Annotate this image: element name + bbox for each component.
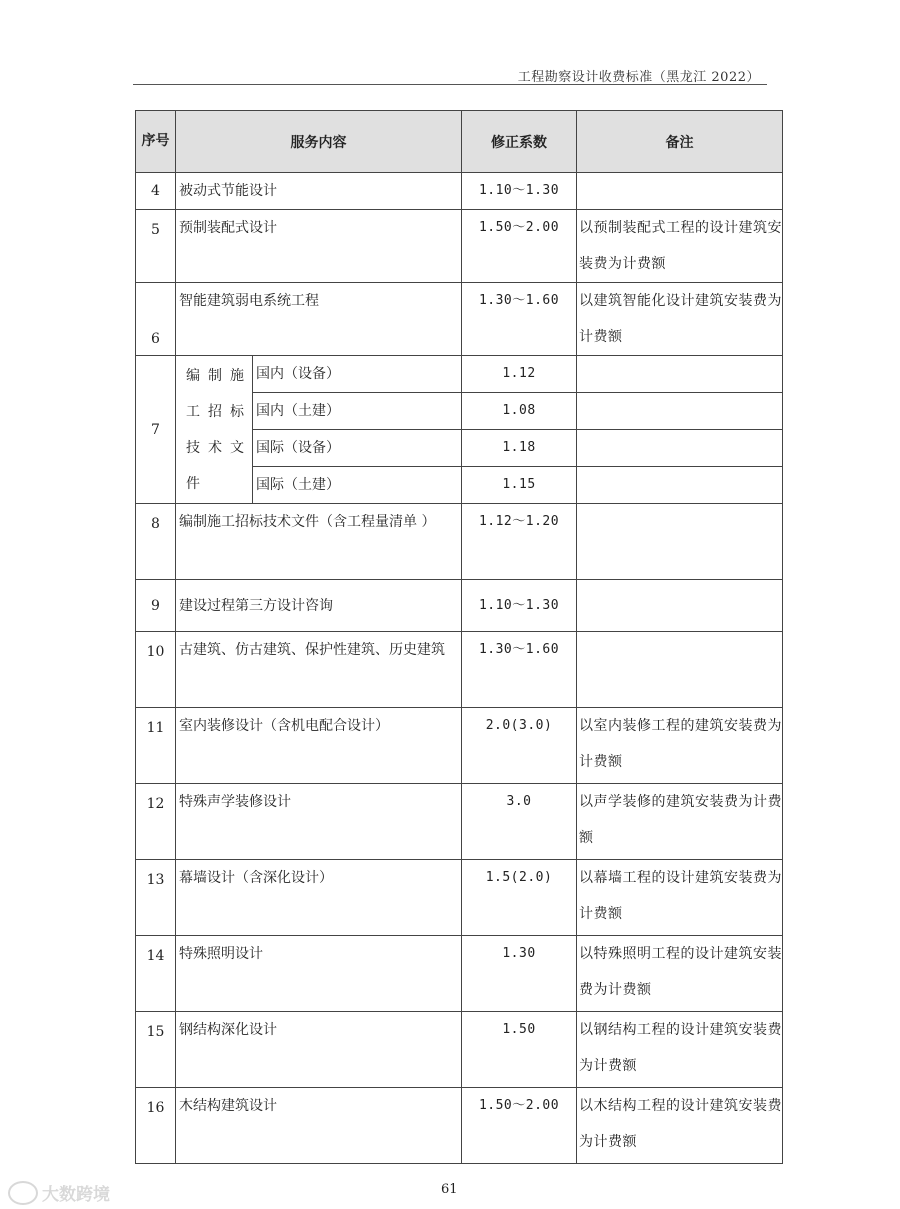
coefficient-cell: 1.12～1.20 bbox=[462, 504, 577, 580]
note-cell bbox=[577, 356, 783, 393]
note-cell: 以木结构工程的设计建筑安装费为计费额 bbox=[577, 1088, 783, 1164]
row-number: 5 bbox=[136, 210, 176, 283]
row-number: 16 bbox=[136, 1088, 176, 1164]
group-label-cell: 编制施工招标技术文件 bbox=[176, 356, 253, 504]
row-number: 14 bbox=[136, 936, 176, 1012]
row-number: 7 bbox=[136, 356, 176, 504]
table-row bbox=[136, 504, 783, 580]
running-header: 工程勘察设计收费标准（黑龙江 2022） bbox=[517, 70, 760, 85]
row-number: 6 bbox=[136, 283, 176, 356]
header-rule bbox=[133, 84, 767, 85]
row-number: 15 bbox=[136, 1012, 176, 1088]
coefficient-cell: 1.50～2.00 bbox=[462, 210, 577, 283]
table-row bbox=[136, 936, 783, 1012]
service-cell: 被动式节能设计 bbox=[176, 173, 462, 210]
sub-item-cell: 国内（设备） bbox=[253, 356, 462, 393]
sub-item-cell: 国际（土建） bbox=[253, 467, 462, 504]
table-row bbox=[136, 708, 783, 784]
note-cell: 以钢结构工程的设计建筑安装费为计费额 bbox=[577, 1012, 783, 1088]
note-cell: 以预制装配式工程的设计建筑安装费为计费额 bbox=[577, 210, 783, 283]
coefficient-cell: 1.10～1.30 bbox=[462, 580, 577, 632]
table-row bbox=[136, 210, 783, 283]
coefficient-cell: 1.10～1.30 bbox=[462, 173, 577, 210]
table-row bbox=[136, 632, 783, 708]
fee-correction-table bbox=[135, 110, 783, 1164]
note-cell bbox=[577, 632, 783, 708]
table-row bbox=[136, 283, 783, 356]
table-row bbox=[136, 580, 783, 632]
service-cell: 室内装修设计（含机电配合设计） bbox=[176, 708, 462, 784]
service-cell: 钢结构深化设计 bbox=[176, 1012, 462, 1088]
service-cell: 建设过程第三方设计咨询 bbox=[176, 580, 462, 632]
coefficient-cell: 1.50～2.00 bbox=[462, 1088, 577, 1164]
coefficient-cell: 2.0(3.0) bbox=[462, 708, 577, 784]
row-number: 11 bbox=[136, 708, 176, 784]
coefficient-cell: 1.30～1.60 bbox=[462, 632, 577, 708]
service-cell: 木结构建筑设计 bbox=[176, 1088, 462, 1164]
page-number: 61 bbox=[441, 1182, 458, 1197]
coefficient-cell: 1.5(2.0) bbox=[462, 860, 577, 936]
row-number: 4 bbox=[136, 173, 176, 210]
table-row bbox=[136, 173, 783, 210]
coefficient-cell: 1.15 bbox=[462, 467, 577, 504]
service-cell: 特殊声学装修设计 bbox=[176, 784, 462, 860]
table-row bbox=[136, 356, 783, 393]
note-cell: 以声学装修的建筑安装费为计费额 bbox=[577, 784, 783, 860]
sub-item-cell: 国际（设备） bbox=[253, 430, 462, 467]
watermark-logo-icon bbox=[8, 1181, 38, 1205]
col-header-note: 备注 bbox=[577, 111, 783, 173]
coefficient-cell: 1.50 bbox=[462, 1012, 577, 1088]
col-header-coef: 修正系数 bbox=[462, 111, 577, 173]
service-cell: 智能建筑弱电系统工程 bbox=[176, 283, 462, 356]
row-number: 10 bbox=[136, 632, 176, 708]
note-cell bbox=[577, 173, 783, 210]
note-cell: 以室内装修工程的建筑安装费为计费额 bbox=[577, 708, 783, 784]
service-cell: 编制施工招标技术文件（含工程量清单 ） bbox=[176, 504, 462, 580]
coefficient-cell: 1.30 bbox=[462, 936, 577, 1012]
coefficient-cell: 1.08 bbox=[462, 393, 577, 430]
row-number: 9 bbox=[136, 580, 176, 632]
note-cell bbox=[577, 467, 783, 504]
table-row bbox=[136, 860, 783, 936]
coefficient-cell: 1.30～1.60 bbox=[462, 283, 577, 356]
table-row bbox=[136, 1012, 783, 1088]
coefficient-cell: 1.12 bbox=[462, 356, 577, 393]
watermark bbox=[8, 1180, 110, 1205]
service-cell: 特殊照明设计 bbox=[176, 936, 462, 1012]
row-number: 12 bbox=[136, 784, 176, 860]
service-cell: 幕墙设计（含深化设计） bbox=[176, 860, 462, 936]
row-number: 8 bbox=[136, 504, 176, 580]
col-header-no: 序号 bbox=[136, 111, 176, 173]
watermark-text: 大数跨境 bbox=[42, 1185, 110, 1205]
note-cell bbox=[577, 580, 783, 632]
coefficient-cell: 3.0 bbox=[462, 784, 577, 860]
sub-item-cell: 国内（土建） bbox=[253, 393, 462, 430]
table-row bbox=[136, 784, 783, 860]
row-number: 13 bbox=[136, 860, 176, 936]
note-cell bbox=[577, 393, 783, 430]
note-cell bbox=[577, 504, 783, 580]
note-cell: 以特殊照明工程的设计建筑安装费为计费额 bbox=[577, 936, 783, 1012]
table-row bbox=[136, 1088, 783, 1164]
note-cell: 以幕墙工程的设计建筑安装费为计费额 bbox=[577, 860, 783, 936]
coefficient-cell: 1.18 bbox=[462, 430, 577, 467]
service-cell: 预制装配式设计 bbox=[176, 210, 462, 283]
table-header-row bbox=[136, 111, 783, 173]
note-cell: 以建筑智能化设计建筑安装费为计费额 bbox=[577, 283, 783, 356]
col-header-service: 服务内容 bbox=[176, 111, 462, 173]
service-cell: 古建筑、仿古建筑、保护性建筑、历史建筑 bbox=[176, 632, 462, 708]
note-cell bbox=[577, 430, 783, 467]
